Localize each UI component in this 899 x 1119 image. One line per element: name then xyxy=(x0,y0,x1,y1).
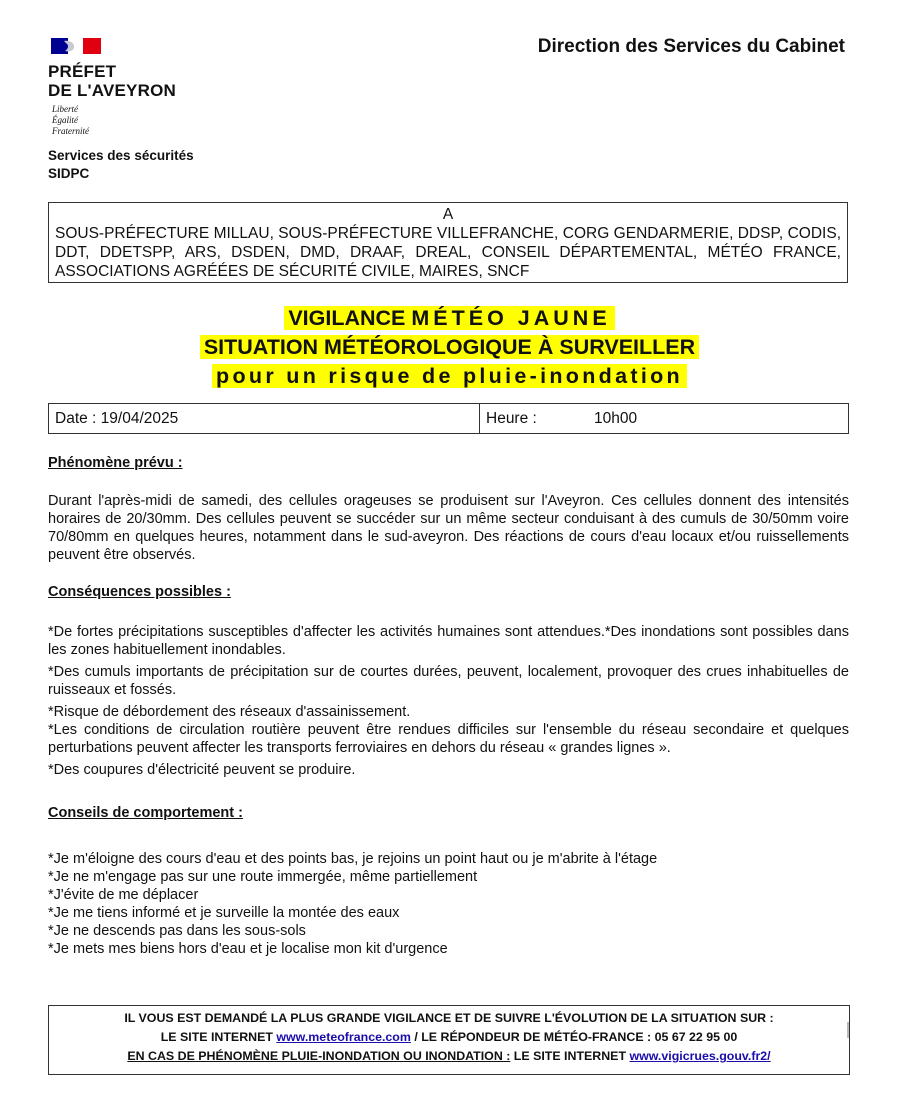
footer-line2-suffix: / LE RÉPONDEUR DE MÉTÉO-FRANCE : 05 67 22 95 00 xyxy=(414,1030,738,1044)
conseils-list xyxy=(48,850,849,958)
list-item: *Des coupures d'électricité peuvent se produire. xyxy=(48,762,356,778)
service-line1: Services des sécurités xyxy=(48,148,194,163)
recipients-box xyxy=(48,202,848,283)
list-item: *Je me tiens informé et je surveille la montée des eaux xyxy=(48,905,400,921)
list-item: *Des cumuls importants de précipitation sur de courtes durées, peuvent, localement, provoquer des crues inhabituelles de ruisseaux et fossés. xyxy=(48,664,849,698)
motto-fraternite: Fraternité xyxy=(52,126,89,136)
list-item: *Je m'éloigne des cours d'eau et des points bas, je rejoins un point haut ou je m'abrite à l'étage xyxy=(48,851,658,867)
footer-line2 xyxy=(49,1028,849,1047)
direction-title: Direction des Services du Cabinet xyxy=(537,36,845,57)
prefecture-name xyxy=(48,62,176,100)
list-item: *Je ne descends pas dans les sous-sols xyxy=(48,923,306,939)
prefet-line1: PRÉFET xyxy=(48,62,117,81)
footer-line3-underlined: EN CAS DE PHÉNOMÈNE PLUIE-INONDATION OU INONDATION : xyxy=(127,1049,511,1063)
time-label: Heure : xyxy=(486,410,537,427)
footer-line3-middle: LE SITE INTERNET xyxy=(513,1049,627,1063)
list-item: *De fortes précipitations susceptibles d'affecter les activités humaines sont attendues.*Des inondations sont possibles dans les zones habituellement inondables. xyxy=(48,624,849,658)
conseils-heading: Conseils de comportement : xyxy=(48,805,243,821)
list-item: *Les conditions de circulation routière peuvent être rendues difficiles sur l'ensemble du réseau secondaire et quelques perturbations peuvent affecter les transports ferroviaires en dehors du réseau « grandes lignes ». xyxy=(48,722,849,756)
footer-line3 xyxy=(49,1047,849,1066)
footer-line1: IL VOUS EST DEMANDÉ LA PLUS GRANDE VIGILANCE ET DE SUIVRE L'ÉVOLUTION DE LA SITUATION SUR : xyxy=(124,1011,774,1025)
footer-box xyxy=(48,1005,850,1075)
title-line3: pour un risque de pluie-inondation xyxy=(212,364,687,388)
list-item: *Je mets mes biens hors d'eau et je localise mon kit d'urgence xyxy=(48,941,448,957)
meteofrance-link[interactable]: www.meteofrance.com xyxy=(276,1030,411,1044)
title-vigilance: VIGILANCE xyxy=(288,306,406,330)
motto-egalite: Égalité xyxy=(52,115,78,125)
phenomene-heading: Phénomène prévu : xyxy=(48,455,183,471)
vigicrues-link[interactable]: www.vigicrues.gouv.fr2/ xyxy=(629,1049,771,1063)
footer-line2-prefix: LE SITE INTERNET xyxy=(160,1030,273,1044)
datetime-box xyxy=(48,403,849,434)
list-item: *J'évite de me déplacer xyxy=(48,887,199,903)
service-name xyxy=(48,147,194,183)
date-field: Date : 19/04/2025 xyxy=(55,410,179,427)
list-item: *Je ne m'engage pas sur une route immergée, même partiellement xyxy=(48,869,478,885)
recipients-list: SOUS-PRÉFECTURE MILLAU, SOUS-PRÉFECTURE VILLEFRANCHE, CORG GENDARMERIE, DDSP, CODIS, DDT, DDETSPP, ARS, DSDEN, DMD, DRAAF, DREAL, CONSEIL DÉPARTEMENTAL, MÉTÉO FRANCE, ASSOCIATIONS AGRÉÉES DE SÉCURITÉ CIVILE, MAIRES, SNCF xyxy=(55,225,841,280)
consequences-list xyxy=(48,623,849,783)
consequences-heading: Conséquences possibles : xyxy=(48,584,231,600)
marianne-flag-logo xyxy=(51,38,101,54)
title-line1 xyxy=(284,306,614,330)
service-line2: SIDPC xyxy=(48,166,90,181)
phenomene-text: Durant l'après-midi de samedi, des cellules orageuses se produisent sur l'Aveyron. Ces cellules donnent des intensités horaires de 20/30mm. Des cellules peuvent se succéder sur un même secteur conduisant à des cumuls de 30/50mm voire 70/80mm en quelques heures, notamment dans le sud-aveyron. Des réactions de cours d'eau locaux et/ou ruissellements peuvent être observés. xyxy=(48,493,849,563)
motto-liberte: Liberté xyxy=(52,104,78,114)
recipients-label: A xyxy=(442,206,454,223)
datetime-divider xyxy=(479,404,480,433)
time-value: 10h00 xyxy=(594,410,638,427)
prefet-line2: DE L'AVEYRON xyxy=(48,81,176,100)
republic-motto xyxy=(52,104,89,137)
list-item: *Risque de débordement des réseaux d'assainissement. xyxy=(48,704,411,720)
title-line2: SITUATION MÉTÉOROLOGIQUE À SURVEILLER xyxy=(200,335,699,359)
edge-mark xyxy=(847,1022,849,1038)
title-level: MÉTÉO JAUNE xyxy=(411,306,611,330)
vigilance-title xyxy=(0,304,899,391)
